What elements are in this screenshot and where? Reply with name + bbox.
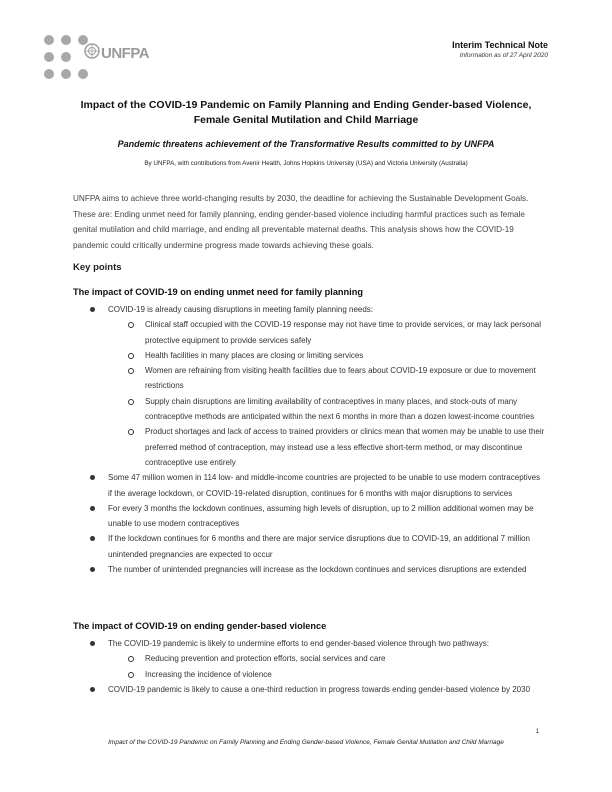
page-number: 1 xyxy=(535,728,539,735)
list-subitem: Clinical staff occupied with the COVID-19 response may not have time to provide services, or may lack personal protective equipment to provide services safely xyxy=(73,317,545,348)
section-gbv-heading: The impact of COVID-19 on ending gender-based violence xyxy=(73,621,327,631)
list-subitem: Increasing the incidence of violence xyxy=(73,667,545,682)
circle-bullet-icon xyxy=(128,672,134,678)
list-subitem: Health facilities in many places are closing or limiting services xyxy=(73,348,545,363)
list-subitem: Supply chain disruptions are limiting availability of contraceptives in many places, and stock-outs of many contraceptive methods are anticipated within the next 6 months in more than a dozen lowest-income countries xyxy=(73,394,545,425)
circle-bullet-icon xyxy=(128,322,134,328)
bullet-icon xyxy=(90,536,95,541)
list-item: The COVID-19 pandemic is likely to undermine efforts to end gender-based violence through two pathways: xyxy=(73,636,545,651)
byline: By UNFPA, with contributions from Avenir Health, Johns Hopkins University (USA) and Victoria University (Australia) xyxy=(144,160,468,167)
key-points-heading: Key points xyxy=(73,262,122,273)
document-title: Impact of the COVID-19 Pandemic on Family Planning and Ending Gender-based Violence, Female Genital Mutilation and Child Marriage xyxy=(80,99,532,126)
bullet-icon xyxy=(90,475,95,480)
list-subitem: Product shortages and lack of access to trained providers or clinics mean that women may be unable to use their preferred method of contraception, may instead use a less effective short-term method, or may discontinue contraceptive use entirely xyxy=(73,424,545,470)
logo-wordmark: UNFPA xyxy=(101,45,150,62)
list-item: COVID-19 pandemic is likely to cause a one-third reduction in progress towards ending gender-based violence by 2030 xyxy=(73,682,545,697)
list-item: COVID-19 is already causing disruptions in meeting family planning needs: xyxy=(73,302,545,317)
bullet-icon xyxy=(90,506,95,511)
unfpa-logo xyxy=(44,30,154,86)
note-type: Interim Technical Note xyxy=(452,40,548,50)
circle-bullet-icon xyxy=(128,656,134,662)
bullet-icon xyxy=(90,307,95,312)
circle-bullet-icon xyxy=(128,429,134,435)
date-info: Information as of 27 April 2020 xyxy=(459,52,548,59)
section-gbv-list xyxy=(73,636,545,697)
bullet-icon xyxy=(90,687,95,692)
bullet-icon xyxy=(90,567,95,572)
list-item: If the lockdown continues for 6 months and there are major service disruptions due to COVID-19, an additional 7 million unintended pregnancies are expected to occur xyxy=(73,531,545,562)
intro-paragraph: UNFPA aims to achieve three world-changing results by 2030, the deadline for achieving the Sustainable Development Goals. These are: Ending unmet need for family planning, ending gender-based violence including harmful practices such as female genital mutilation and child marriage, and ending all preventable maternal deaths. This analysis shows how the COVID-19 pandemic could critically undermine progress made towards achieving these goals. xyxy=(73,194,529,250)
circle-bullet-icon xyxy=(128,353,134,359)
list-subitem: Reducing prevention and protection efforts, social services and care xyxy=(73,651,545,666)
list-item: For every 3 months the lockdown continues, assuming high levels of disruption, up to 2 million additional women may be unable to use modern contraceptives xyxy=(73,501,545,532)
un-emblem-icon xyxy=(84,43,100,59)
list-subitem: Women are refraining from visiting health facilities due to fears about COVID-19 exposure or due to movement restrictions xyxy=(73,363,545,394)
circle-bullet-icon xyxy=(128,399,134,405)
page-footer: Impact of the COVID-19 Pandemic on Family Planning and Ending Gender-based Violence, Female Genital Mutilation and Child Marriage xyxy=(108,739,504,746)
section-family-planning-list xyxy=(73,302,545,577)
circle-bullet-icon xyxy=(128,368,134,374)
bullet-icon xyxy=(90,641,95,646)
document-subtitle: Pandemic threatens achievement of the Transformative Results committed to by UNFPA xyxy=(117,139,495,149)
header-info xyxy=(452,40,548,59)
list-item: Some 47 million women in 114 low- and middle-income countries are projected to be unable to use modern contraceptives if the average lockdown, or COVID-19-related disruption, continues for 6 months with major disruptions to services xyxy=(73,470,545,501)
list-item: The number of unintended pregnancies will increase as the lockdown continues and services disruptions are extended xyxy=(73,562,545,577)
section-family-planning-heading: The impact of COVID-19 on ending unmet need for family planning xyxy=(73,287,363,297)
